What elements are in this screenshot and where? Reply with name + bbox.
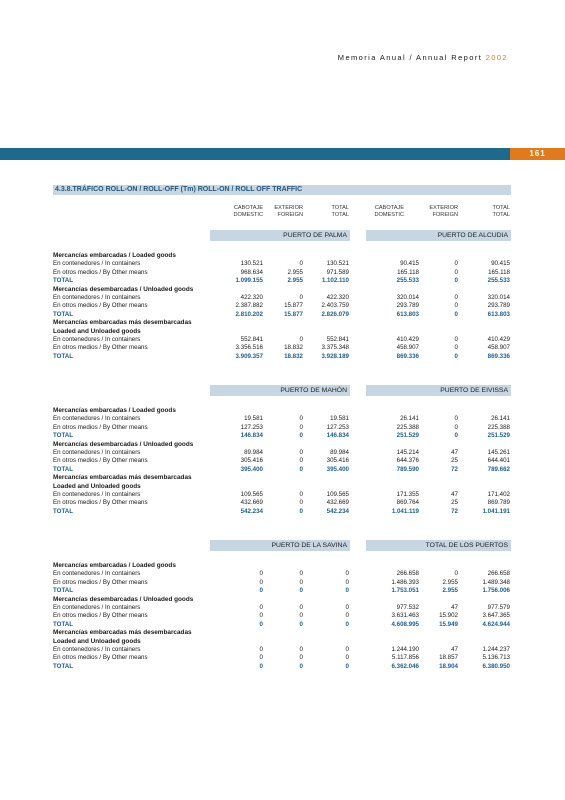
table-cell: 0	[454, 415, 458, 423]
table-cell: 869.336	[487, 352, 510, 360]
table-cell: 127.253	[326, 423, 349, 431]
table-row	[53, 604, 511, 612]
table-cell: 1.753.051	[391, 587, 419, 595]
section-heading-row	[53, 441, 511, 449]
row-label: TOTAL	[53, 587, 74, 595]
table-cell: 6.362.046	[391, 662, 419, 670]
total-row	[53, 277, 511, 285]
table-cell: 19.581	[330, 415, 349, 423]
table-row	[53, 344, 511, 352]
report-header-text: Memoria Anual / Annual Report	[337, 53, 486, 62]
total-row	[53, 311, 511, 319]
table-cell: 3.356.516	[235, 344, 263, 352]
row-label: Mercancías desembarcadas / Unloaded goods	[53, 440, 194, 448]
table-cell: 410.429	[487, 336, 510, 343]
table-cell: 869.789	[487, 499, 510, 507]
table-cell: 410.429	[396, 336, 419, 343]
table-cell: 0	[299, 457, 303, 465]
table-row	[53, 294, 511, 302]
table-cell: 977.579	[487, 604, 510, 611]
total-row	[53, 621, 511, 629]
port-header-right: PUERTO DE EIVISSA	[366, 385, 511, 396]
table-cell: 3.375.348	[321, 344, 349, 352]
row-label: En contenedores / In containers	[53, 415, 141, 423]
column-header-exterior-left: EXTERIOR FOREIGN	[274, 205, 303, 218]
table-row	[53, 302, 511, 310]
port-header-right: TOTAL DE LOS PUERTOS	[366, 540, 511, 551]
table-cell: 0	[299, 449, 303, 456]
table-cell: 130.521	[326, 260, 349, 268]
table-cell: 458.907	[487, 344, 510, 352]
table-cell: 5.136.713	[482, 654, 510, 662]
row-label: En otros medios / By Other means	[53, 499, 148, 507]
row-label: TOTAL	[53, 310, 74, 318]
column-header-total-left: TOTAL TOTAL	[331, 205, 349, 218]
row-label: Mercancías embarcadas / Loaded goods	[53, 407, 176, 414]
table-cell: 18.832	[284, 344, 303, 352]
port-header-right: PUERTO DE ALCUDIA	[366, 230, 511, 241]
table-cell: 109.565	[240, 491, 263, 498]
table-cell: 26.141	[400, 415, 419, 423]
table-cell: 255.533	[487, 277, 510, 285]
table-cell: 869.764	[396, 499, 419, 507]
row-label: Loaded and Unloaded goods	[53, 482, 141, 490]
table-cell: 109.565	[326, 491, 349, 498]
table-cell: 0	[454, 302, 458, 310]
port-header-left: PUERTO DE MAHÓN	[210, 385, 350, 396]
row-label: En otros medios / By Other means	[53, 612, 148, 620]
table-cell: 25	[451, 457, 458, 465]
total-row	[53, 663, 511, 671]
row-label: En otros medios / By Other means	[53, 423, 148, 431]
table-cell: 2.955	[442, 587, 458, 595]
column-header-cabotaje-left: CABOTAJE DOMESTIC	[233, 205, 263, 218]
table-cell: 255.533	[396, 277, 419, 285]
table-cell: 3.909.357	[235, 352, 263, 360]
table-cell: 977.532	[396, 604, 419, 611]
row-label: En contenedores / In containers	[53, 646, 141, 653]
table-cell: 2.810.202	[235, 310, 263, 318]
table-cell: 6.380.950	[482, 662, 510, 670]
table-cell: 2.955	[287, 268, 303, 276]
table-cell: 165.118	[397, 268, 419, 276]
table-cell: 789.590	[396, 465, 419, 473]
table-cell: 1.041.119	[391, 507, 419, 515]
table-cell: 0	[299, 423, 303, 431]
row-label: En otros medios / By Other means	[53, 578, 148, 586]
table-cell: 0	[259, 620, 263, 628]
table-cell: 432.669	[326, 499, 349, 507]
table-cell: 25	[451, 499, 458, 507]
table-row	[53, 579, 511, 587]
table-cell: 1.102.110	[321, 277, 349, 285]
row-label: En otros medios / By Other means	[53, 268, 148, 276]
table-cell: 5.117.856	[391, 654, 419, 662]
table-cell: 171.402	[487, 491, 510, 498]
table-cell: 18.832	[284, 352, 303, 360]
row-label: En contenedores / In containers	[53, 260, 141, 268]
table-cell: 552.841	[240, 336, 263, 343]
section-heading-row	[53, 562, 511, 570]
table-cell: 0	[299, 432, 303, 440]
table-cell: 225.388	[396, 423, 419, 431]
table-cell: 0	[259, 654, 263, 662]
table-cell: 0	[299, 294, 303, 301]
table-row	[53, 449, 511, 457]
table-row	[53, 499, 511, 507]
table-row	[53, 415, 511, 423]
table-row	[53, 491, 511, 499]
table-row	[53, 424, 511, 432]
total-row	[53, 587, 511, 595]
table-cell: 2.955	[442, 578, 458, 586]
section-heading-row	[53, 407, 511, 415]
table-cell: 0	[299, 499, 303, 507]
table-cell: 2.826.079	[321, 310, 349, 318]
row-label: En otros medios / By Other means	[53, 457, 148, 465]
table-row	[53, 269, 511, 277]
table-cell: 0	[454, 570, 458, 578]
row-label: Loaded and Unloaded goods	[53, 637, 141, 645]
table-cell: 0	[454, 336, 458, 343]
table-cell: 0	[299, 507, 303, 515]
table-cell: 26.141	[491, 415, 510, 423]
row-label: Mercancías desembarcadas / Unloaded goods	[53, 285, 194, 293]
table-cell: 0	[299, 646, 303, 653]
table-cell: 320.014	[487, 294, 510, 301]
section-heading-row	[53, 638, 511, 646]
column-header-exterior-right: EXTERIOR FOREIGN	[429, 205, 458, 218]
report-header	[338, 53, 508, 62]
table-cell: 0	[299, 415, 303, 423]
table-title: 4.3.8.TRÁFICO ROLL-ON / ROLL-OFF (Tm) ROLL-ON / ROLL OFF TRAFFIC	[53, 185, 511, 195]
section-heading-row	[53, 629, 511, 637]
table-cell: 266.658	[487, 570, 510, 578]
section-heading-row	[53, 474, 511, 482]
table-cell: 789.662	[487, 465, 510, 473]
section-heading-row	[53, 319, 511, 327]
row-label: En contenedores / In containers	[53, 294, 141, 301]
table-cell: 4.624.944	[482, 620, 510, 628]
row-label: Mercancías embarcadas más desembarcadas	[53, 474, 192, 482]
table-cell: 0	[299, 491, 303, 498]
table-cell: 225.388	[487, 423, 510, 431]
total-row	[53, 508, 511, 516]
table-cell: 1.486.393	[391, 578, 419, 586]
table-cell: 305.416	[326, 457, 349, 465]
column-header-total-right: TOTAL TOTAL	[492, 205, 510, 218]
table-cell: 0	[345, 662, 349, 670]
table-cell: 0	[454, 423, 458, 431]
row-label: TOTAL	[53, 465, 74, 473]
row-label: En contenedores / In containers	[53, 449, 141, 456]
table-cell: 251.529	[396, 432, 419, 440]
row-label: TOTAL	[53, 507, 74, 515]
table-cell: 0	[259, 570, 263, 578]
table-cell: 552.841	[326, 336, 349, 343]
table-row	[53, 646, 511, 654]
section-heading-row	[53, 328, 511, 336]
table-cell: 395.400	[326, 465, 349, 473]
table-cell: 90.415	[400, 260, 419, 268]
table-cell: 0	[345, 646, 349, 653]
table-cell: 251.529	[487, 432, 510, 440]
table-cell: 0	[345, 604, 349, 611]
row-label: TOTAL	[53, 620, 74, 628]
row-label: En otros medios / By Other means	[53, 344, 148, 352]
table-cell: 0	[299, 578, 303, 586]
table-cell: 2.403.759	[321, 302, 349, 310]
section-heading-row	[53, 596, 511, 604]
table-cell: 0	[299, 654, 303, 662]
table-cell: 613.803	[396, 310, 419, 318]
table-cell: 1.244.190	[391, 646, 419, 653]
table-cell: 47	[451, 604, 458, 611]
table-cell: 266.658	[396, 570, 419, 578]
table-cell: 0	[259, 578, 263, 586]
table-row	[53, 570, 511, 578]
table-row	[53, 336, 511, 344]
table-cell: 145.214	[396, 449, 419, 456]
table-cell: 1.099.155	[235, 277, 263, 285]
table-cell: 89.984	[244, 449, 263, 456]
table-cell: 293.789	[396, 302, 419, 310]
table-cell: 0	[345, 612, 349, 620]
table-cell: 0	[454, 310, 458, 318]
row-label: Mercancías embarcadas más desembarcadas	[53, 319, 192, 327]
total-row	[53, 353, 511, 361]
table-cell: 0	[299, 662, 303, 670]
table-cell: 0	[299, 612, 303, 620]
row-label: En contenedores / In containers	[53, 336, 141, 343]
table-cell: 89.984	[330, 449, 349, 456]
table-cell: 0	[259, 612, 263, 620]
total-row	[53, 432, 511, 440]
table-cell: 15.877	[284, 310, 303, 318]
table-cell: 1.041.191	[482, 507, 510, 515]
section-heading-row	[53, 286, 511, 294]
row-label: En otros medios / By Other means	[53, 302, 148, 310]
table-cell: 0	[345, 587, 349, 595]
table-row	[53, 260, 511, 268]
table-cell: 0	[454, 277, 458, 285]
row-label: Mercancías embarcadas más desembarcadas	[53, 629, 192, 637]
table-cell: 3.647.365	[482, 612, 510, 620]
table-cell: 15.877	[284, 302, 303, 310]
table-cell: 47	[451, 491, 458, 498]
table-cell: 0	[299, 570, 303, 578]
table-cell: 968.634	[240, 268, 263, 276]
table-cell: 15.902	[439, 612, 458, 620]
table-cell: 971.589	[326, 268, 349, 276]
table-cell: 15.949	[439, 620, 458, 628]
table-cell: 395.400	[240, 465, 263, 473]
report-year: 2002	[485, 53, 508, 62]
table-cell: 320.014	[396, 294, 419, 301]
row-label: En otros medios / By Other means	[53, 654, 148, 662]
table-cell: 0	[454, 344, 458, 352]
table-cell: 0	[299, 604, 303, 611]
table-cell: 432.669	[240, 499, 263, 507]
table-cell: 613.803	[487, 310, 510, 318]
row-label: Mercancías desembarcadas / Unloaded goods	[53, 595, 194, 603]
table-cell: 18.857	[439, 654, 458, 662]
table-cell: 542.234	[240, 507, 263, 515]
table-row	[53, 654, 511, 662]
table-cell: 0	[299, 620, 303, 628]
table-cell: 0	[259, 662, 263, 670]
table-cell: 72	[451, 465, 458, 473]
table-cell: 0	[259, 587, 263, 595]
table-cell: 3.928.189	[321, 352, 349, 360]
row-label: Mercancías embarcadas / Loaded goods	[53, 562, 176, 569]
table-cell: 0	[345, 620, 349, 628]
table-cell: 293.789	[487, 302, 510, 310]
row-label: TOTAL	[53, 432, 74, 440]
table-cell: 47	[451, 646, 458, 653]
table-row	[53, 612, 511, 620]
table-cell: 3.631.463	[391, 612, 419, 620]
table-cell: 422.320	[240, 294, 263, 301]
table-cell: 869.336	[396, 352, 419, 360]
row-label: En contenedores / In containers	[53, 570, 141, 578]
table-cell: 145.261	[487, 449, 510, 456]
table-cell: 0	[454, 260, 458, 268]
table-cell: 0	[259, 604, 263, 611]
row-label: TOTAL	[53, 352, 74, 360]
table-cell: 127.253	[240, 423, 263, 431]
table-cell: 146.834	[240, 432, 263, 440]
row-label: Mercancías embarcadas / Loaded goods	[53, 252, 176, 259]
table-cell: 171.355	[396, 491, 419, 498]
table-cell: 0	[259, 646, 263, 653]
section-heading-row	[53, 252, 511, 260]
row-label: TOTAL	[53, 662, 74, 670]
table-cell: 644.401	[487, 457, 510, 465]
table-cell: 165.118	[488, 268, 510, 276]
port-header-left: PUERTO DE PALMA	[210, 230, 350, 241]
section-heading-row	[53, 483, 511, 491]
table-cell: 0	[299, 260, 303, 268]
table-cell: 1.244.237	[482, 646, 510, 653]
table-row	[53, 457, 511, 465]
table-cell: 0	[454, 268, 458, 276]
table-cell: 2.387.882	[235, 302, 263, 310]
total-row	[53, 466, 511, 474]
table-cell: 422.320	[326, 294, 349, 301]
table-cell: 18.904	[439, 662, 458, 670]
header-band	[0, 148, 510, 160]
table-cell: 458.907	[396, 344, 419, 352]
table-cell: 47	[451, 449, 458, 456]
table-cell: 130.521	[240, 260, 263, 268]
row-label: Loaded and Unloaded goods	[53, 327, 141, 335]
table-cell: 0	[454, 294, 458, 301]
table-cell: 0	[299, 336, 303, 343]
table-cell: 644.376	[396, 457, 419, 465]
table-cell: 0	[345, 570, 349, 578]
table-cell: 2.955	[287, 277, 303, 285]
table-cell: 0	[299, 465, 303, 473]
table-cell: 542.234	[326, 507, 349, 515]
table-cell: 0	[345, 578, 349, 586]
row-label: TOTAL	[53, 277, 74, 285]
table-cell: 0	[299, 587, 303, 595]
port-header-left: PUERTO DE LA SAVINA	[210, 540, 350, 551]
row-label: En contenedores / In containers	[53, 604, 141, 611]
table-cell: 72	[451, 507, 458, 515]
table-cell: 305.416	[240, 457, 263, 465]
table-cell: 19.581	[244, 415, 263, 423]
table-cell: 1.489.348	[482, 578, 510, 586]
table-cell: 146.834	[326, 432, 349, 440]
column-header-cabotaje-right: CABOTAJE DOMESTIC	[374, 205, 404, 218]
table-cell: 0	[454, 352, 458, 360]
table-cell: 0	[454, 432, 458, 440]
table-cell: 1.756.006	[482, 587, 510, 595]
table-cell: 4.608.995	[391, 620, 419, 628]
table-cell: 0	[345, 654, 349, 662]
row-label: En contenedores / In containers	[53, 491, 141, 498]
page-number: 161	[529, 149, 546, 158]
table-cell: 90.415	[491, 260, 510, 268]
